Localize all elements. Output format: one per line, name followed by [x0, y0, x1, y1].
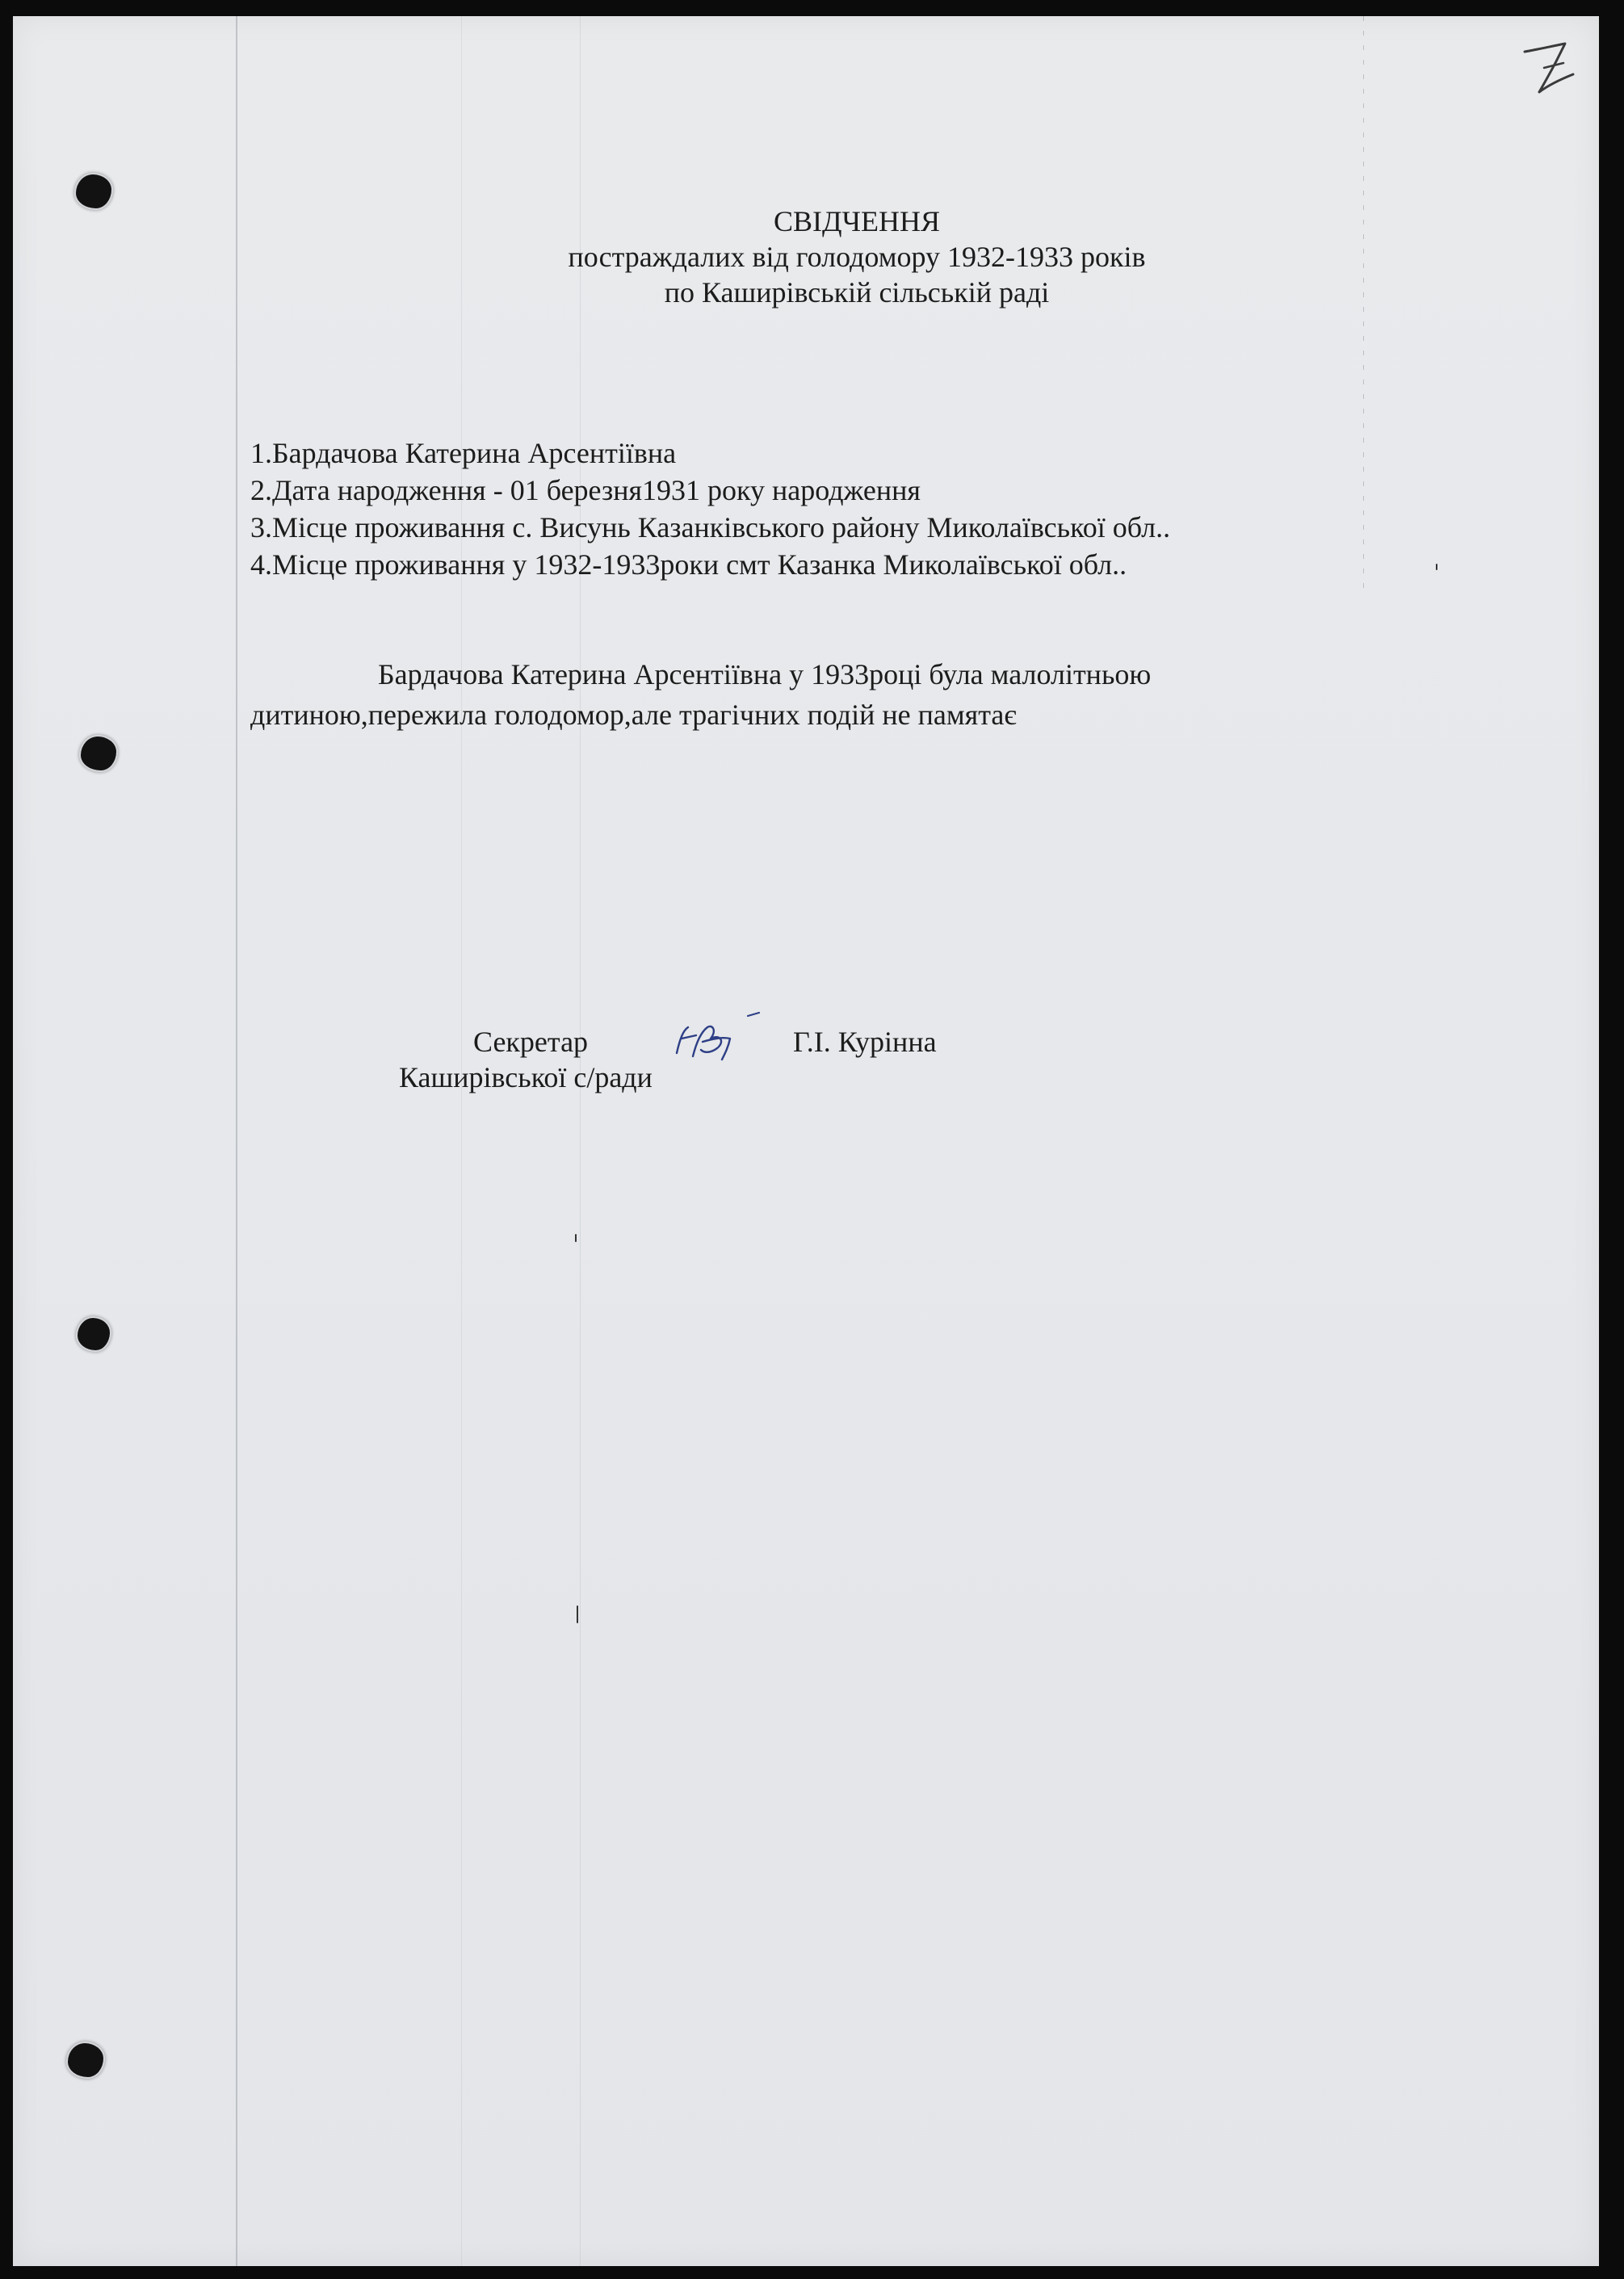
- paper-speck: [575, 1234, 577, 1242]
- detail-line: 4.Місце проживання у 1932-1933роки смт Казанка Миколаївської обл..: [250, 548, 1127, 581]
- paragraph-line: Бардачова Катерина Арсентіївна у 1933році була малолітньою: [378, 658, 1152, 690]
- testimony-paragraph: [250, 654, 1332, 735]
- paper-sheet: [13, 16, 1599, 2266]
- document-title: СВІДЧЕННЯ: [774, 205, 940, 237]
- punch-hole: [76, 174, 111, 208]
- document-heading: [352, 204, 1362, 310]
- handwritten-signature: [661, 1006, 782, 1074]
- punch-hole: [78, 1318, 110, 1350]
- faint-fold-line: [461, 16, 462, 2266]
- detail-line: 1.Бардачова Катерина Арсентіївна: [250, 437, 677, 469]
- paper-speck: [577, 1605, 578, 1623]
- detail-line: 3.Місце проживання с. Висунь Казанківського району Миколаївської обл..: [250, 511, 1171, 544]
- paragraph-line: дитиною,пережила голодомор,але трагічних подій не памятає: [250, 699, 1017, 731]
- handwritten-page-number: [1517, 36, 1584, 105]
- signatory-role: Секретар: [473, 1026, 589, 1058]
- center-fold-line: [580, 16, 581, 2266]
- document-subtitle: постраждалих від голодомору 1932-1933 років: [568, 241, 1146, 273]
- punch-hole: [68, 2043, 103, 2077]
- signatory-organization: Каширівської с/ради: [399, 1061, 653, 1093]
- punch-hole: [81, 737, 116, 770]
- document-subtitle: по Каширівській сільській раді: [664, 276, 1050, 308]
- margin-fold-line: [236, 16, 237, 2266]
- detail-line: 2.Дата народження - 01 березня1931 року народження: [250, 474, 921, 506]
- personal-details-list: [250, 434, 1170, 583]
- signatory-name: Г.І. Курінна: [793, 1026, 937, 1058]
- paper-speck: [1436, 564, 1437, 570]
- right-dashed-crease: [1363, 16, 1364, 598]
